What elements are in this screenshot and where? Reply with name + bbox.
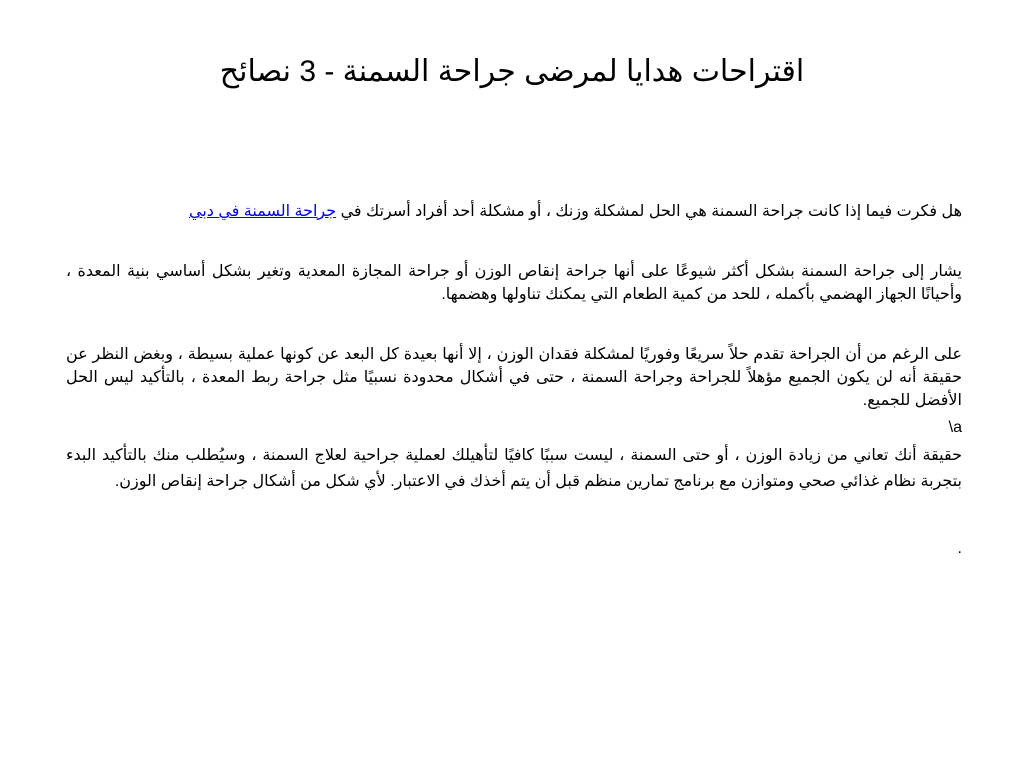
paragraph-intro [66, 200, 962, 223]
paragraph-not-for-everyone: على الرغم من أن الجراحة تقدم حلاً سريعًا وفوريًا لمشكلة فقدان الوزن ، إلا أنها بعيدة كل البعد عن كونها عملية بسيطة ، وبغض النظر عن حقيقة أنه لن يكون الجميع مؤهلاً للجراحة وجراحة السمنة ، حتى في أشكال محدودة نسبيًا مثل جراحة ربط المعدة ، بالتأكيد ليس الحل الأفضل للجميع. [66, 346, 963, 409]
slide-body [66, 200, 962, 560]
paragraph-intro-text: هل فكرت فيما إذا كانت جراحة السمنة هي الحل لمشكلة وزنك ، أو مشكلة أحد أفراد أسرتك في [336, 203, 962, 220]
paragraph-escape-text: \a [948, 419, 962, 436]
bariatric-surgery-dubai-link[interactable]: جراحة السمنة في دبي [189, 203, 337, 220]
paragraph-definition: يشار إلى جراحة السمنة بشكل أكثر شيوعًا على أنها جراحة إنقاص الوزن أو جراحة المجازة المعدية وتغير بشكل أساسي بنية المعدة ، وأحيانًا الجهاز الهضمي بأكمله ، للحد من كمية الطعام التي يمكنك تناولها وهضمها. [66, 263, 962, 303]
slide-title: اقتراحات هدايا لمرضى جراحة السمنة - 3 نصائح [219, 55, 805, 88]
paragraph-qualification: حقيقة أنك تعاني من زيادة الوزن ، أو حتى السمنة ، ليست سببًا كافيًا لتأهيلك لعملية جراحية لعلاج السمنة ، وسيُطلب منك بالتأكيد البدء بتجربة نظام غذائي صحي ومتوازن مع برنامج تمارين منظم قبل أن يتم أخذك في الاعتبار. لأي شكل من أشكال جراحة إنقاص الوزن. [66, 447, 962, 490]
paragraph-period: . [957, 540, 962, 557]
